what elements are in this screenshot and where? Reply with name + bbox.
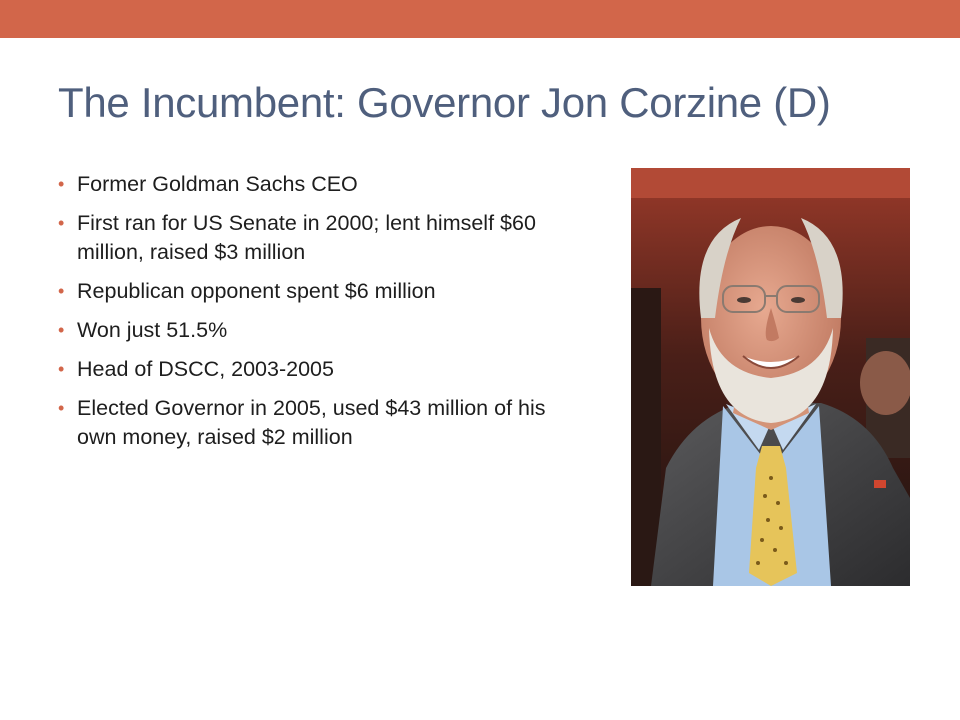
portrait-photo: [631, 168, 910, 586]
bullet-marker: •: [58, 359, 65, 379]
bullet-item: [58, 316, 578, 345]
bullet-item: [58, 355, 578, 384]
bullet-list: [58, 170, 578, 462]
bullet-marker: •: [58, 398, 65, 418]
bullet-text: Head of DSCC, 2003-2005: [77, 357, 334, 381]
bullet-text: Former Goldman Sachs CEO: [77, 172, 358, 196]
bullet-text: First ran for US Senate in 2000; lent himself $60 million, raised $3 million: [77, 211, 536, 264]
bullet-marker: •: [58, 174, 65, 194]
bullet-item: [58, 209, 578, 267]
slide-title: The Incumbent: Governor Jon Corzine (D): [58, 79, 831, 126]
bullet-text: Republican opponent spent $6 million: [77, 279, 436, 303]
bullet-item: [58, 394, 578, 452]
bullet-text: Won just 51.5%: [77, 318, 228, 342]
bullet-marker: •: [58, 320, 65, 340]
bullet-marker: •: [58, 281, 65, 301]
bullet-item: [58, 170, 578, 199]
bullet-text: Elected Governor in 2005, used $43 million of his own money, raised $2 million: [77, 396, 546, 449]
bullet-item: [58, 277, 578, 306]
top-accent-bar: [0, 0, 960, 38]
bullet-marker: •: [58, 213, 65, 233]
portrait-illustration: [631, 168, 910, 586]
